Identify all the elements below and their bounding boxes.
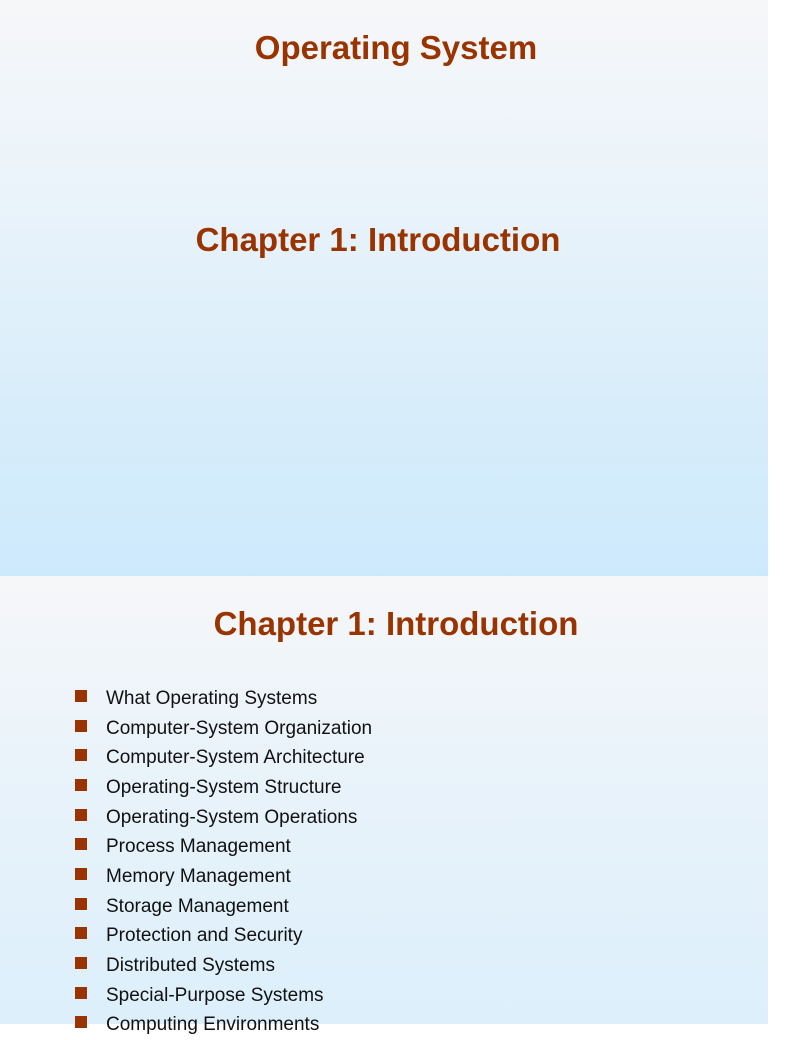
list-item-text: Storage Management <box>106 895 289 917</box>
list-item <box>75 862 372 892</box>
square-bullet-icon <box>75 720 87 732</box>
list-item <box>75 684 372 714</box>
square-bullet-icon <box>75 838 87 850</box>
list-item-text: Operating-System Structure <box>106 776 342 798</box>
list-item <box>75 714 372 744</box>
list-item-text: Computer-System Organization <box>106 717 373 739</box>
chapter-title: Chapter 1: Introduction <box>195 221 561 258</box>
list-item <box>75 743 372 773</box>
list-item-text: Process Management <box>106 836 291 858</box>
square-bullet-icon <box>75 690 87 702</box>
list-item-text: Memory Management <box>106 865 291 887</box>
square-bullet-icon <box>75 1016 87 1028</box>
list-item <box>75 951 372 981</box>
square-bullet-icon <box>75 809 87 821</box>
square-bullet-icon <box>75 779 87 791</box>
square-bullet-icon <box>75 898 87 910</box>
contents-list <box>75 684 372 1040</box>
list-item-text: Computer-System Architecture <box>106 747 365 769</box>
square-bullet-icon <box>75 868 87 880</box>
list-item <box>75 832 372 862</box>
square-bullet-icon <box>75 749 87 761</box>
list-item-text: Computing Environments <box>106 1014 320 1036</box>
contents-slide <box>0 576 768 1036</box>
slide-heading: Chapter 1: Introduction <box>213 605 579 642</box>
list-item-text: Distributed Systems <box>106 955 275 977</box>
square-bullet-icon <box>75 927 87 939</box>
list-item <box>75 803 372 833</box>
list-item-text: Protection and Security <box>106 925 303 947</box>
square-bullet-icon <box>75 957 87 969</box>
list-item <box>75 773 372 803</box>
list-item <box>75 1011 372 1040</box>
list-item <box>75 922 372 952</box>
square-bullet-icon <box>75 987 87 999</box>
list-item-text: Special-Purpose Systems <box>106 984 324 1006</box>
course-title: Operating System <box>254 29 538 66</box>
list-item <box>75 892 372 922</box>
list-item-text: Operating-System Operations <box>106 806 358 828</box>
list-item-text: What Operating Systems <box>106 687 318 709</box>
list-item <box>75 981 372 1011</box>
